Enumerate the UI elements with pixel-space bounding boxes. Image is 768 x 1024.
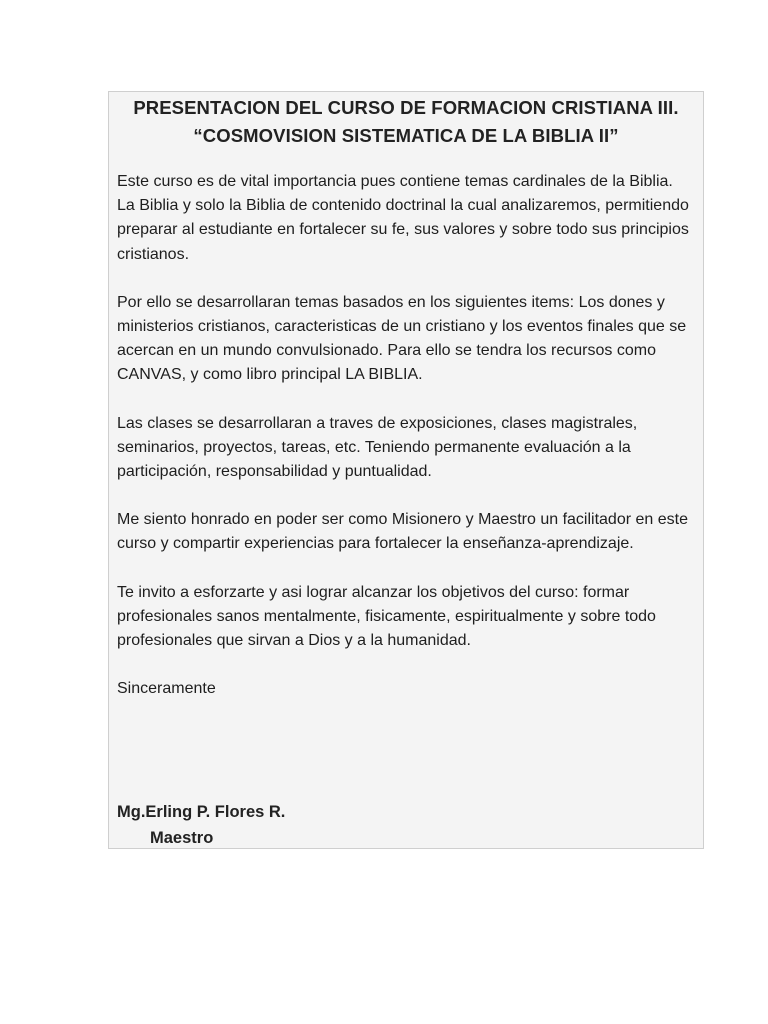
paragraph-4: Me siento honrado en poder ser como Misionero y Maestro un facilitador en este curso y compartir experiencias para fortalecer la enseñanza-aprendizaje. xyxy=(117,511,688,553)
document-page xyxy=(108,91,704,849)
signature-block xyxy=(117,799,285,851)
signature-role: Maestro xyxy=(150,829,214,847)
title-line-2: “COSMOVISION SISTEMATICA DE LA BIBLIA II” xyxy=(193,125,619,146)
paragraph-5: Te invito a esforzarte y asi lograr alcanzar los objetivos del curso: formar profesionales sanos mentalmente, fisicamente, espiritualmente y sobre todo profesionales que sirvan a Dios y a la humanidad. xyxy=(117,583,656,650)
document-body xyxy=(117,170,695,701)
paragraph-3: Las clases se desarrollaran a traves de exposiciones, clases magistrales, seminarios, proyectos, tareas, etc. Teniendo permanente evaluación a la participación, responsabilidad y puntualidad. xyxy=(117,414,638,481)
paragraph-2: Por ello se desarrollaran temas basados en los siguientes items: Los dones y ministerios cristianos, caracteristicas de un cristiano y los eventos finales que se acercan en un mundo convulsionado. Para ello se tendra los recursos como CANVAS, y como libro principal LA BIBLIA. xyxy=(117,293,687,384)
paragraph-1: Este curso es de vital importancia pues contiene temas cardinales de la Biblia. La Biblia y solo la Biblia de contenido doctrinal la cual analizaremos, permitiendo preparar al estudiante en fortalecer su fe, sus valores y sobre todo sus principios cristianos. xyxy=(117,173,689,263)
signature-name: Mg.Erling P. Flores R. xyxy=(117,803,286,821)
title-line-1: PRESENTACION DEL CURSO DE FORMACION CRISTIANA III. xyxy=(133,97,679,118)
document-title xyxy=(117,94,695,150)
closing-text: Sinceramente xyxy=(117,680,216,698)
